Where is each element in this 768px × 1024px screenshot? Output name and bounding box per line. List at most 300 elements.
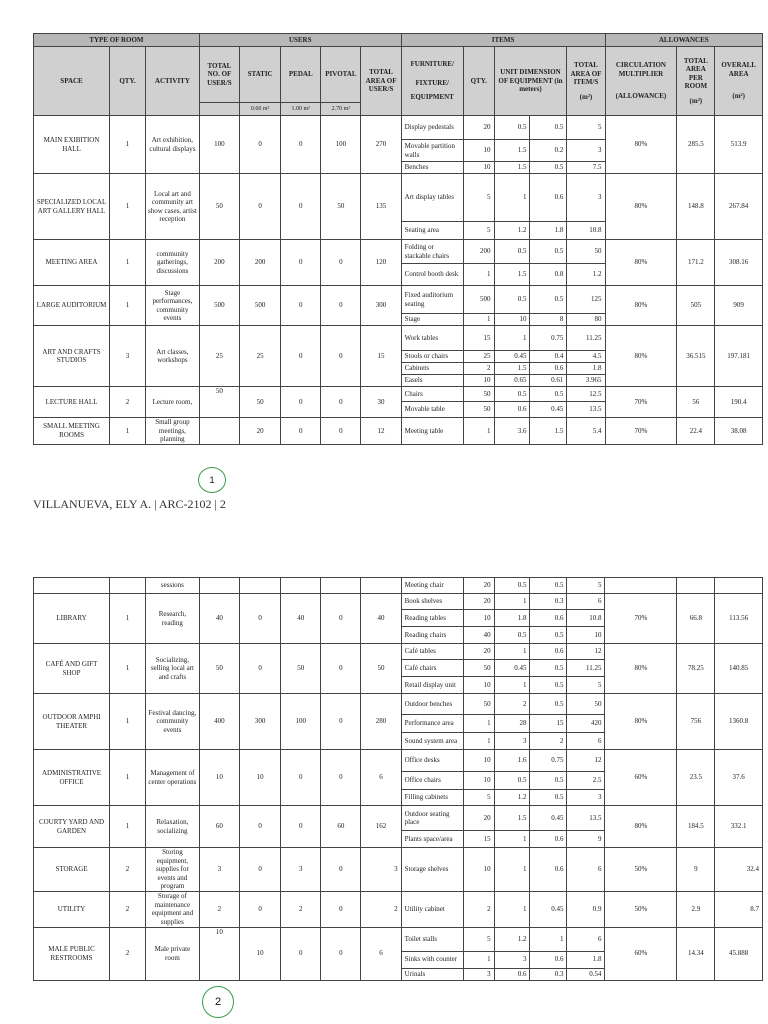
item-area: 6: [567, 848, 605, 892]
users-area: 300: [361, 286, 401, 326]
space-activity: Art classes, workshops: [145, 326, 199, 387]
item-qty: 5: [463, 790, 494, 806]
item-dim-width: 0.45: [530, 402, 567, 418]
header-per-room: [677, 47, 715, 116]
item-name: Filling cabinets: [401, 790, 463, 806]
item-qty: 20: [463, 644, 494, 660]
item-area: 4.5: [567, 351, 605, 363]
item-name: Fixed auditorium seating: [401, 286, 463, 314]
item-name: Chairs: [401, 387, 463, 402]
space-activity: Small group meetings, planning: [145, 418, 199, 445]
space-name: UTILITY: [34, 891, 110, 927]
space-name: ADMINISTRATIVE OFFICE: [34, 750, 110, 806]
group-allowances: ALLOWANCES: [605, 34, 762, 47]
item-name: Storage shelves: [401, 848, 463, 892]
users-pedal: 3: [281, 848, 321, 892]
group-users: USERS: [199, 34, 401, 47]
item-name: Toilet stalls: [401, 927, 463, 951]
header-pivotal: PIVOTAL: [321, 47, 361, 103]
users-total: 500: [199, 286, 239, 326]
users-area: 6: [361, 750, 401, 806]
space-program-table-page1: [33, 33, 763, 445]
item-dim-length: 0.5: [494, 116, 530, 140]
header-furniture-line3: EQUIPMENT: [410, 93, 454, 102]
item-qty: 10: [463, 610, 494, 627]
item-qty: 1: [463, 314, 494, 326]
item-dim-width: 0.5: [530, 677, 567, 694]
item-qty: 2: [463, 891, 494, 927]
users-pivotal: 0: [321, 644, 361, 694]
item-area: 6: [567, 594, 605, 610]
table-row: [34, 387, 763, 402]
header-circulation-label: CIRCULATION MULTIPLIER: [615, 61, 666, 78]
users-area: 50: [361, 644, 401, 694]
space-qty: 1: [110, 806, 146, 848]
item-name: Easels: [401, 375, 463, 387]
space-activity: Festival dancing, community events: [145, 694, 199, 750]
item-name: Cabinets: [401, 363, 463, 375]
header-pedal: PEDAL: [281, 47, 321, 103]
item-name: Retail display unit: [401, 677, 463, 694]
item-dim-length: 1: [494, 848, 530, 892]
item-dim-width: 0.5: [530, 162, 567, 174]
item-qty: 3: [463, 968, 494, 980]
item-qty: 25: [463, 351, 494, 363]
space-name: ART AND CRAFTS STUDIOS: [34, 326, 110, 387]
circulation-multiplier: 80%: [605, 174, 677, 240]
item-area: 5: [567, 578, 605, 594]
item-dim-width: 2: [530, 733, 567, 750]
item-dim-width: 1.5: [530, 418, 567, 445]
users-pedal: 0: [281, 387, 321, 418]
item-name: Office desks: [401, 750, 463, 772]
users-pivotal: 0: [321, 848, 361, 892]
users-total: 100: [199, 116, 239, 174]
users-static: 300: [239, 694, 280, 750]
space-qty: 1: [110, 174, 146, 240]
item-qty: 5: [463, 927, 494, 951]
item-name: Reading tables: [401, 610, 463, 627]
group-items: ITEMS: [401, 34, 605, 47]
table-row: [34, 286, 763, 314]
space-activity: sessions: [145, 578, 199, 594]
item-name: Movable partition walls: [401, 140, 463, 162]
users-pedal: 0: [281, 286, 321, 326]
area-per-room: 14.34: [677, 927, 715, 980]
item-dim-length: 1: [494, 831, 530, 848]
circulation-multiplier: [605, 578, 677, 594]
space-qty: 2: [110, 927, 146, 980]
header-total-users-blank: [199, 103, 239, 116]
users-pedal: 0: [281, 240, 321, 286]
item-dim-width: 0.75: [530, 750, 567, 772]
users-area: 135: [361, 174, 401, 240]
space-activity: Local art and community art show cases, artist reception: [145, 174, 199, 240]
item-area: 10.8: [567, 610, 605, 627]
item-area: 1.8: [567, 951, 605, 968]
overall-area: 190.4: [715, 387, 763, 418]
item-name: Meeting chair: [401, 578, 463, 594]
item-area: 0.54: [567, 968, 605, 980]
item-dim-length: 0.5: [494, 387, 530, 402]
users-pedal: 0: [281, 927, 321, 980]
item-dim-length: 0.45: [494, 351, 530, 363]
users-pivotal: 0: [321, 418, 361, 445]
overall-area: 32.4: [715, 848, 763, 892]
users-pedal: [281, 578, 321, 594]
item-name: Display pedestals: [401, 116, 463, 140]
space-activity: Stage performances, community events: [145, 286, 199, 326]
item-qty: 50: [463, 660, 494, 677]
item-area: 50: [567, 240, 605, 264]
item-dim-length: 1: [494, 644, 530, 660]
circulation-multiplier: 50%: [605, 848, 677, 892]
item-dim-length: 1.5: [494, 363, 530, 375]
item-dim-length: 0.5: [494, 240, 530, 264]
item-dim-width: 0.8: [530, 264, 567, 286]
users-pedal: 40: [281, 594, 321, 644]
users-area: [361, 578, 401, 594]
users-pivotal: 0: [321, 694, 361, 750]
header-total-area-users: TOTAL AREA OF USER/S: [361, 47, 401, 116]
item-qty: 1: [463, 715, 494, 733]
header-pivotal-area: 2.70 m²: [321, 103, 361, 116]
space-name: COURTY YARD AND GARDEN: [34, 806, 110, 848]
item-area: 50: [567, 694, 605, 715]
area-per-room: 66.8: [677, 594, 715, 644]
item-dim-width: 0.5: [530, 387, 567, 402]
item-dim-length: 0.6: [494, 402, 530, 418]
item-qty: 1: [463, 733, 494, 750]
circulation-multiplier: 80%: [605, 694, 677, 750]
item-name: Stage: [401, 314, 463, 326]
space-activity: Storing equipment, supplies for events and program: [145, 848, 199, 892]
item-dim-width: 0.6: [530, 644, 567, 660]
space-qty: 1: [110, 116, 146, 174]
item-name: Utility cabinet: [401, 891, 463, 927]
item-dim-length: 2: [494, 694, 530, 715]
users-area: 120: [361, 240, 401, 286]
item-name: Plants space/area: [401, 831, 463, 848]
space-name: [34, 578, 110, 594]
item-dim-width: 0.5: [530, 790, 567, 806]
space-program-table-page2: [33, 577, 763, 981]
table-row: [34, 694, 763, 715]
item-dim-width: 0.5: [530, 694, 567, 715]
item-dim-width: 0.3: [530, 968, 567, 980]
item-name: Folding or stackable chairs: [401, 240, 463, 264]
item-dim-width: 8: [530, 314, 567, 326]
item-name: Sinks with counter: [401, 951, 463, 968]
space-activity: community gatherings, discussions: [145, 240, 199, 286]
overall-area: 8.7: [715, 891, 763, 927]
item-area: 10: [567, 627, 605, 644]
users-pedal: 2: [281, 891, 321, 927]
item-dim-length: 3: [494, 951, 530, 968]
users-pivotal: 0: [321, 326, 361, 387]
users-pedal: 100: [281, 694, 321, 750]
users-area: 30: [361, 387, 401, 418]
item-dim-width: 0.6: [530, 174, 567, 222]
item-area: 3: [567, 174, 605, 222]
item-dim-length: 1.8: [494, 610, 530, 627]
item-name: Stools or chairs: [401, 351, 463, 363]
users-total: 200: [199, 240, 239, 286]
item-qty: 1: [463, 264, 494, 286]
space-activity: Art exhibition, cultural displays: [145, 116, 199, 174]
space-activity: Socializing, selling local art and crafts: [145, 644, 199, 694]
item-name: Performance area: [401, 715, 463, 733]
users-total: 400: [199, 694, 239, 750]
overall-area: 197.181: [715, 326, 763, 387]
space-activity: Research, reading: [145, 594, 199, 644]
table-row: [34, 927, 763, 951]
users-area: 270: [361, 116, 401, 174]
header-space: SPACE: [34, 47, 110, 116]
item-dim-width: 0.45: [530, 806, 567, 831]
item-area: 12: [567, 644, 605, 660]
item-dim-length: 1: [494, 677, 530, 694]
header-total-area-items-unit: (m²): [579, 92, 593, 101]
area-per-room: 36.515: [677, 326, 715, 387]
area-per-room: 756: [677, 694, 715, 750]
space-name: MEETING AREA: [34, 240, 110, 286]
item-qty: 200: [463, 240, 494, 264]
users-total: 60: [199, 806, 239, 848]
users-area: 40: [361, 594, 401, 644]
header-per-room-unit: (m²): [689, 96, 703, 105]
item-area: 6: [567, 733, 605, 750]
users-pivotal: 0: [321, 387, 361, 418]
item-name: Seating area: [401, 222, 463, 240]
users-static: 25: [240, 326, 281, 387]
item-area: 12: [567, 750, 605, 772]
space-name: MALE PUBLIC RESTROOMS: [34, 927, 110, 980]
item-qty: 50: [463, 694, 494, 715]
item-dim-length: 0.6: [494, 968, 530, 980]
item-area: 5.4: [567, 418, 605, 445]
users-static: 0: [239, 848, 280, 892]
circulation-multiplier: 70%: [605, 594, 677, 644]
header-circulation: [605, 47, 677, 116]
item-area: 6: [567, 927, 605, 951]
table-row: [34, 418, 763, 445]
space-activity: Storage of maintenance equipment and supplies: [145, 891, 199, 927]
circulation-multiplier: 80%: [605, 240, 677, 286]
item-name: Café tables: [401, 644, 463, 660]
item-qty: 5: [463, 174, 494, 222]
item-area: 3: [567, 140, 605, 162]
item-area: 11.25: [567, 326, 605, 351]
header-overall-unit: (m²): [732, 92, 745, 101]
item-area: 1.8: [567, 363, 605, 375]
users-total: [199, 578, 239, 594]
item-area: 11.25: [567, 660, 605, 677]
item-dim-width: 1: [530, 927, 567, 951]
item-qty: 10: [463, 772, 494, 790]
users-pedal: 0: [281, 418, 321, 445]
item-qty: 20: [463, 578, 494, 594]
item-dim-width: 0.5: [530, 578, 567, 594]
item-qty: 10: [463, 375, 494, 387]
users-pedal: 0: [281, 326, 321, 387]
space-qty: 2: [110, 848, 146, 892]
users-pivotal: 0: [321, 594, 361, 644]
item-dim-length: 1.2: [494, 927, 530, 951]
space-activity: Relaxation, socializing: [145, 806, 199, 848]
space-qty: 1: [110, 644, 146, 694]
item-area: 12.5: [567, 387, 605, 402]
item-dim-width: 0.5: [530, 772, 567, 790]
space-activity: Lecture room,: [145, 387, 199, 418]
item-qty: 10: [463, 162, 494, 174]
users-pivotal: 0: [321, 891, 361, 927]
users-pivotal: 0: [321, 927, 361, 980]
item-dim-length: 1: [494, 174, 530, 222]
item-area: 5: [567, 677, 605, 694]
footer-author: VILLANUEVA, ELY A. | ARC-2102 | 2: [33, 497, 226, 511]
header-activity: ACTIVITY: [145, 47, 199, 116]
item-dim-length: 10: [494, 314, 530, 326]
item-dim-width: 0.6: [530, 363, 567, 375]
users-pedal: 50: [281, 644, 321, 694]
item-area: 125: [567, 286, 605, 314]
item-area: 3: [567, 790, 605, 806]
table-row: [34, 578, 763, 594]
header-static-area: 0.60 m²: [240, 103, 281, 116]
item-area: 13.5: [567, 806, 605, 831]
item-area: 1.2: [567, 264, 605, 286]
circulation-multiplier: 50%: [605, 891, 677, 927]
users-total: 40: [199, 594, 239, 644]
item-dim-length: 1.5: [494, 162, 530, 174]
users-pivotal: 0: [321, 286, 361, 326]
table-row: [34, 806, 763, 831]
item-area: 2.5: [567, 772, 605, 790]
table-row: [34, 848, 763, 892]
item-dim-length: 1.5: [494, 264, 530, 286]
item-dim-length: 0.5: [494, 772, 530, 790]
item-dim-width: 1.8: [530, 222, 567, 240]
users-static: 10: [239, 927, 280, 980]
item-area: 7.5: [567, 162, 605, 174]
circulation-multiplier: 80%: [605, 806, 677, 848]
item-area: 420: [567, 715, 605, 733]
table-row: [34, 594, 763, 610]
item-name: Meeting table: [401, 418, 463, 445]
users-pedal: 0: [281, 116, 321, 174]
overall-area: 308.16: [715, 240, 763, 286]
item-name: Movable table: [401, 402, 463, 418]
users-total: 25: [199, 326, 239, 387]
item-name: Reading chairs: [401, 627, 463, 644]
header-furniture-line2: FIXTURE/: [415, 78, 449, 87]
page-marker-1: 1: [198, 467, 226, 493]
overall-area: 113.56: [715, 594, 763, 644]
table-row: [34, 116, 763, 140]
item-dim-width: 0.75: [530, 326, 567, 351]
overall-area: 513.9: [715, 116, 763, 174]
space-activity: Male private room: [145, 927, 199, 980]
item-dim-length: 1.5: [494, 806, 530, 831]
overall-area: 1360.8: [715, 694, 763, 750]
item-qty: 50: [463, 387, 494, 402]
item-dim-length: 1: [494, 326, 530, 351]
header-overall-label: OVERALL AREA: [721, 61, 756, 78]
users-pedal: 0: [281, 174, 321, 240]
users-pivotal: 60: [321, 806, 361, 848]
item-qty: 20: [463, 594, 494, 610]
users-pivotal: 100: [321, 116, 361, 174]
item-dim-length: 1.6: [494, 750, 530, 772]
space-qty: 1: [110, 750, 146, 806]
header-overall: [715, 47, 763, 116]
item-dim-length: 0.5: [494, 286, 530, 314]
item-dim-length: 1.2: [494, 790, 530, 806]
area-per-room: 171.2: [677, 240, 715, 286]
users-pivotal: 0: [321, 750, 361, 806]
users-area: 12: [361, 418, 401, 445]
space-qty: [110, 578, 146, 594]
users-static: [239, 578, 280, 594]
users-area: 6: [361, 927, 401, 980]
circulation-multiplier: 80%: [605, 116, 677, 174]
item-area: 13.5: [567, 402, 605, 418]
item-qty: 50: [463, 402, 494, 418]
users-static: 0: [240, 116, 281, 174]
users-pivotal: [321, 578, 361, 594]
item-dim-width: 0.4: [530, 351, 567, 363]
item-dim-length: 0.5: [494, 578, 530, 594]
space-qty: 1: [110, 286, 146, 326]
users-total: 50: [199, 644, 239, 694]
item-name: Art display tables: [401, 174, 463, 222]
item-dim-width: 0.6: [530, 831, 567, 848]
area-per-room: 56: [677, 387, 715, 418]
item-area: 9: [567, 831, 605, 848]
circulation-multiplier: 70%: [605, 418, 677, 445]
item-dim-width: 15: [530, 715, 567, 733]
header-total-users: TOTAL NO. OF USER/S: [199, 47, 239, 103]
page-marker-2: 2: [202, 986, 234, 1018]
circulation-multiplier: 80%: [605, 644, 677, 694]
item-area: 5: [567, 116, 605, 140]
overall-area: 140.85: [715, 644, 763, 694]
item-qty: 10: [463, 750, 494, 772]
users-static: 200: [240, 240, 281, 286]
users-area: 162: [361, 806, 401, 848]
space-activity: Management of center operations: [145, 750, 199, 806]
item-dim-length: 1: [494, 891, 530, 927]
item-dim-length: 0.65: [494, 375, 530, 387]
circulation-multiplier: 60%: [605, 750, 677, 806]
space-name: LECTURE HALL: [34, 387, 110, 418]
item-dim-width: 0.2: [530, 140, 567, 162]
item-qty: 20: [463, 806, 494, 831]
item-dim-length: 1: [494, 594, 530, 610]
item-area: 3.965: [567, 375, 605, 387]
item-qty: 10: [463, 677, 494, 694]
header-item-qty: QTY.: [463, 47, 494, 116]
item-name: Benches: [401, 162, 463, 174]
space-qty: 3: [110, 326, 146, 387]
table-row: [34, 891, 763, 927]
item-dim-width: 0.45: [530, 891, 567, 927]
space-name: OUTDOOR AMPHI THEATER: [34, 694, 110, 750]
item-dim-width: 0.5: [530, 660, 567, 677]
space-name: SMALL MEETING ROOMS: [34, 418, 110, 445]
users-pivotal: 0: [321, 240, 361, 286]
